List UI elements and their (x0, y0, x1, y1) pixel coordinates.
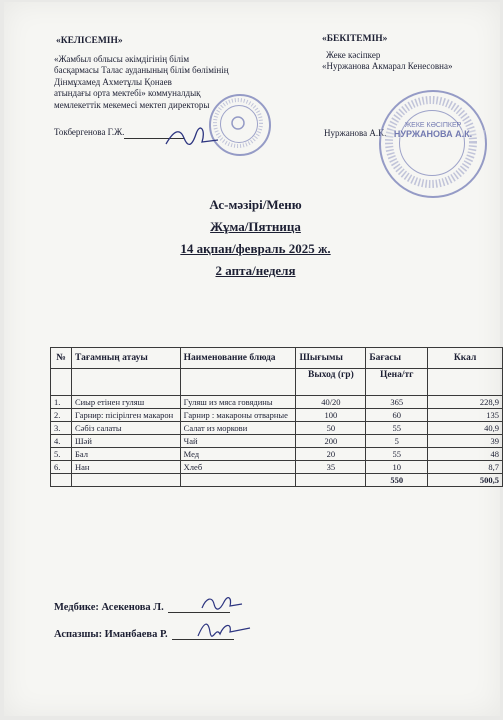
col-header-num: № (51, 348, 72, 369)
nurse-signature-icon (196, 592, 246, 616)
empty-cell (51, 369, 72, 396)
cell-kcal: 39 (428, 435, 503, 448)
approval-line: Жеке кәсіпкер (326, 49, 381, 60)
table-row (51, 435, 503, 448)
approval-line: «Жамбыл облысы әкімдігінің білім (54, 53, 190, 64)
seal-ring-text-icon (379, 90, 483, 194)
menu-title: Ас-мәзірі/Меню (209, 197, 302, 212)
approval-caption-left: «КЕЛІСЕМІН» (56, 36, 123, 46)
cook-signature-icon (194, 616, 254, 642)
approval-line: мемлекеттік мекемесі мектеп директоры (54, 99, 210, 110)
cell-name-ru: Чай (180, 435, 296, 448)
table-row (51, 422, 503, 435)
cell-kcal: 8,7 (428, 461, 503, 474)
cell-yield: 200 (296, 435, 366, 448)
approval-line: басқармасы Талас ауданының білім бөлімінің (54, 65, 229, 75)
cell-name-ru: Салат из моркови (180, 422, 296, 435)
nurse-label: Медбике: Асекенова Л. (54, 602, 164, 613)
stamp-name: НУРЖАНОВА А.К. (381, 130, 485, 138)
cell-name-kz: Бал (71, 448, 180, 461)
col-header-price: Бағасы (366, 348, 428, 369)
col-header-yield: Шығымы (296, 348, 366, 369)
cell-name-ru: Хлеб (180, 461, 296, 474)
cell-name-kz: Сиыр етінен гуляш (71, 396, 180, 409)
table-row (51, 448, 503, 461)
col-header-name-kz: Тағамның атауы (71, 348, 180, 369)
cell-price: 5 (366, 435, 428, 448)
cell-num: 5. (51, 448, 72, 461)
cell-num: 2. (51, 409, 72, 422)
table-row (51, 396, 503, 409)
director-signature-icon (162, 126, 222, 150)
cell-name-kz: Гарнир: пісірілген макарон (71, 409, 180, 422)
cell-num: 4. (51, 435, 72, 448)
approval-line: атындағы орта мектебі» коммуналдық (54, 88, 201, 98)
cell-name-kz: Сәбіз салаты (71, 422, 180, 435)
cell-price: 60 (366, 409, 428, 422)
empty-cell (180, 474, 296, 487)
cell-name-ru: Мед (180, 448, 296, 461)
total-price: 550 (366, 474, 428, 487)
menu-table (50, 347, 503, 487)
menu-title-block (4, 194, 503, 282)
cell-yield: 50 (296, 422, 366, 435)
cell-yield: 100 (296, 409, 366, 422)
signer-left: Токбергенова Г.Ж. (54, 127, 125, 137)
cell-kcal: 228,9 (428, 396, 503, 409)
table-row (51, 461, 503, 474)
empty-cell (71, 474, 180, 487)
cell-name-kz: Нан (71, 461, 180, 474)
table-total-row (51, 474, 503, 487)
menu-table-body (51, 396, 503, 487)
col-header-name-ru: Наименование блюда (180, 348, 296, 369)
stamp-line: ЖЕКЕ КӘСІПКЕР (404, 122, 462, 129)
table-row (51, 409, 503, 422)
cell-yield: 40/20 (296, 396, 366, 409)
cell-yield: 35 (296, 461, 366, 474)
stamp-text-block (381, 122, 485, 138)
document-page (4, 2, 500, 716)
cell-yield: 20 (296, 448, 366, 461)
col-subheader-yield: Выход (гр) (296, 369, 366, 396)
table-header-row (51, 348, 503, 369)
menu-day: Жұма/Пятница (210, 219, 301, 234)
col-header-kcal: Ккал (428, 348, 503, 369)
cell-num: 1. (51, 396, 72, 409)
cell-price: 55 (366, 422, 428, 435)
approval-line: Дінмұхамед Ахметұлы Қонаев (54, 76, 172, 87)
menu-date: 14 ақпан/февраль 2025 ж. (180, 241, 331, 256)
cell-name-ru: Гуляш из мяса говядины (180, 396, 296, 409)
total-kcal: 500,5 (428, 474, 503, 487)
cell-name-kz: Шәй (71, 435, 180, 448)
cook-label: Аспазшы: Иманбаева Р. (54, 629, 168, 640)
col-subheader-price: Цена/тг (366, 369, 428, 396)
empty-cell (428, 369, 503, 396)
cell-num: 3. (51, 422, 72, 435)
cell-kcal: 48 (428, 448, 503, 461)
cell-price: 55 (366, 448, 428, 461)
cell-price: 10 (366, 461, 428, 474)
cell-price: 365 (366, 396, 428, 409)
signer-right: Нуржанова А.К. (324, 128, 387, 138)
empty-cell (51, 474, 72, 487)
empty-cell (71, 369, 180, 396)
entrepreneur-seal-stamp (379, 90, 487, 198)
cell-kcal: 40,9 (428, 422, 503, 435)
menu-week: 2 апта/неделя (215, 263, 296, 278)
cell-num: 6. (51, 461, 72, 474)
approval-line: «Нуржанова Акмарал Кенесовна» (322, 61, 453, 71)
cell-name-ru: Гарнир : макароны отварные (180, 409, 296, 422)
empty-cell (296, 474, 366, 487)
cell-kcal: 135 (428, 409, 503, 422)
table-subheader-row (51, 369, 503, 396)
approval-caption-right: «БЕКІТЕМІН» (322, 34, 388, 44)
approval-block-right (322, 34, 502, 73)
empty-cell (180, 369, 296, 396)
